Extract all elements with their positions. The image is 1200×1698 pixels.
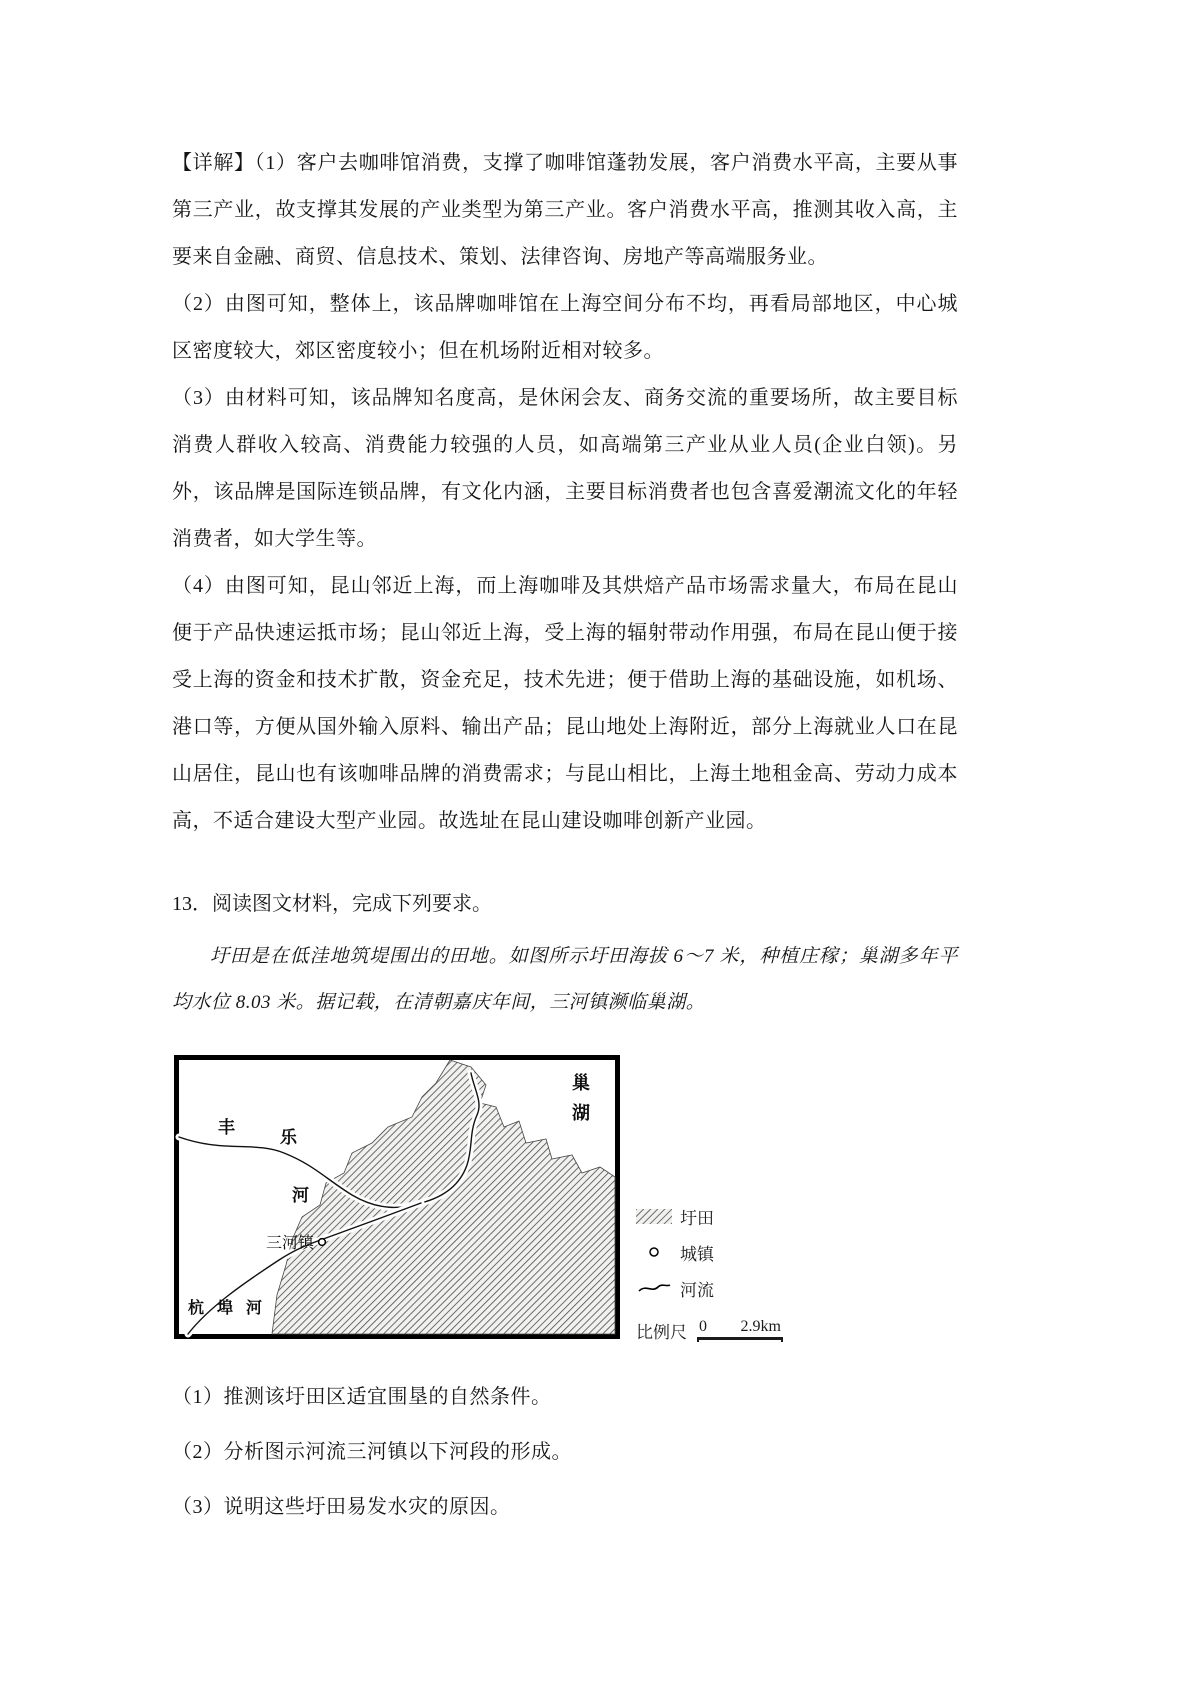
subquestion-3: （3）说明这些圩田易发水灾的原因。 [172,1496,511,1519]
scale-line [697,1337,783,1342]
explanation-paragraph-1: 【详解】（1）客户去咖啡馆消费，支撑了咖啡馆蓬勃发展，客户消费水平高，主要从事第三产业，故支撑其发展的产业类型为第三产业。客户消费水平高，推测其收入高，主要来自金融、商贸、信息技术、策划、法律咨询、房地产等高端服务业。 [172,152,958,268]
legend-polder [636,1204,783,1229]
question-13-material: 圩田是在低洼地筑堤围出的田地。如图所示圩田海拔 6～7 米，种植庄稼；巢湖多年平均水位 8.03 米。据记载，在清朝嘉庆年间，三河镇濒临巢湖。 [172,946,958,1013]
subquestion-1: （1）推测该圩田区适宜围垦的自然条件。 [172,1386,552,1409]
explanation-paragraph-2: （2）由图可知，整体上，该品牌咖啡馆在上海空间分布不均，再看局部地区，中心城区密度较大，郊区密度较小；但在机场附近相对较多。 [172,293,958,362]
scale-distance: 2.9km [740,1317,781,1335]
legend-river-label: 河流 [680,1280,714,1300]
legend-town-label: 城镇 [680,1244,714,1264]
label-lake-char-top: 巢 [572,1073,590,1094]
scale-numbers [697,1318,783,1338]
scale-title: 比例尺 [636,1323,687,1343]
river-line-icon [636,1281,672,1295]
town-marker-icon [636,1245,672,1259]
subquestions [172,1370,958,1535]
town-marker [319,1239,326,1246]
legend-town [636,1240,783,1265]
label-le: 乐 [280,1128,297,1148]
label-lake-char-bottom: 湖 [572,1103,590,1124]
label-he: 河 [292,1186,309,1206]
label-hangbu: 杭埠河 [188,1300,276,1318]
scale-graphic [697,1318,783,1343]
legend-polder-label: 圩田 [680,1208,714,1228]
map-frame [174,1055,620,1344]
scale-bar [636,1318,783,1343]
map-legend [636,1204,783,1345]
polder-swatch-icon [636,1209,672,1224]
polder-map [174,1055,620,1339]
label-feng: 丰 [218,1118,235,1138]
explanation-paragraph-4: （4）由图可知，昆山邻近上海，而上海咖啡及其烘焙产品市场需求量大，布局在昆山便于产品快速运抵市场；昆山邻近上海，受上海的辐射带动作用强，布局在昆山便于接受上海的资金和技术扩散，资金充足，技术先进；便于借助上海的基础设施，如机场、港口等，方便从国外输入原料、输出产品；昆山地处上海附近，部分上海就业人口在昆山居住，昆山也有该咖啡品牌的消费需求；与昆山相比，上海土地租金高、劳动力成本高，不适合建设大型产业园。故选址在昆山建设咖啡创新产业园。 [172,575,958,832]
subquestion-2: （2）分析图示河流三河镇以下河段的形成。 [172,1441,572,1464]
explanation-paragraph-3: （3）由材料可知，该品牌知名度高，是休闲会友、商务交流的重要场所，故主要目标消费人群收入较高、消费能力较强的人员，如高端第三产业从业人员(企业白领)。另外，该品牌是国际连锁品牌，有文化内涵，主要目标消费者也包含喜爱潮流文化的年轻消费者，如大学生等。 [172,387,958,550]
scale-zero: 0 [699,1317,707,1335]
question-13-heading: 13．阅读图文材料，完成下列要求。 [172,893,492,915]
map-figure [174,1055,958,1344]
label-town: 三河镇 [265,1235,314,1253]
legend-river [636,1276,783,1301]
